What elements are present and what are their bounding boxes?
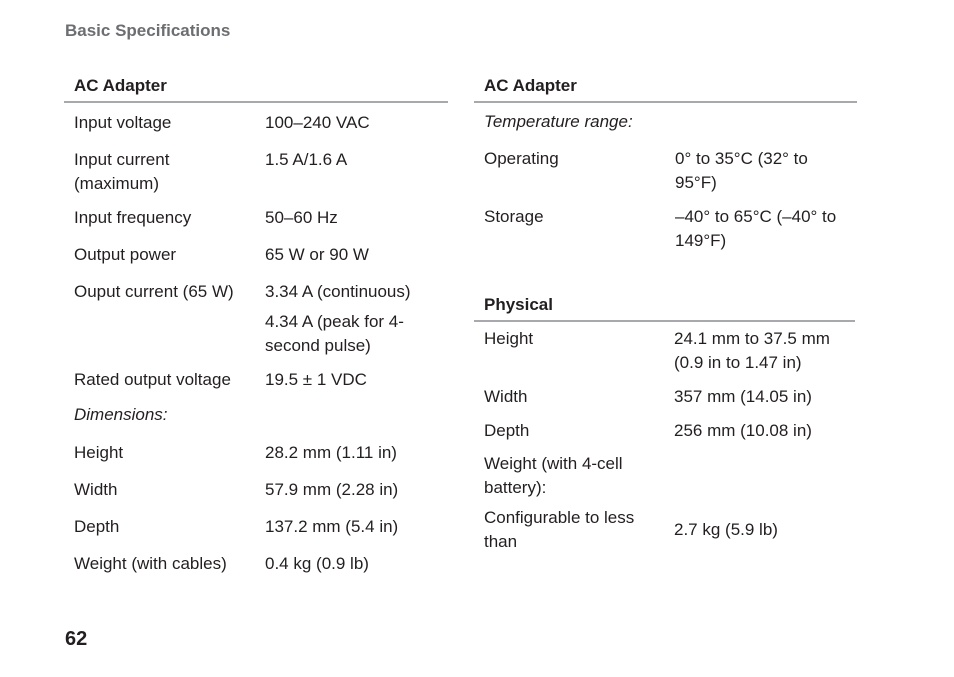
spec-label: Rated output voltage — [74, 370, 231, 389]
spec-value: 137.2 mm (5.4 in) — [265, 517, 399, 536]
spec-row-operating — [474, 147, 857, 195]
spec-value: 1.5 A/1.6 A — [265, 150, 348, 169]
physical-spec-table — [474, 293, 857, 554]
spec-label: Output power — [74, 245, 177, 264]
spec-row-width — [474, 385, 857, 409]
spec-value: 65 W or 90 W — [265, 245, 369, 264]
page-number: 62 — [65, 628, 88, 650]
spec-value: 24.1 mm to 37.5 mm (0.9 in to 1.47 in) — [674, 329, 830, 372]
spec-subheading: Dimensions: — [74, 405, 168, 424]
spec-label: Configurable to less than — [484, 508, 635, 551]
spec-label: Height — [74, 443, 124, 462]
spec-row-weight — [64, 552, 448, 576]
spec-row-depth — [474, 419, 857, 443]
spec-value: 0° to 35°C (32° to 95°F) — [675, 149, 808, 192]
spec-value: 28.2 mm (1.11 in) — [265, 443, 397, 462]
spec-label: Ouput current (65 W) — [74, 282, 234, 301]
spec-value: 50–60 Hz — [265, 208, 338, 227]
spec-value-group — [265, 280, 448, 358]
spec-label: Width — [74, 480, 118, 499]
spec-row-height — [474, 327, 857, 375]
table-title: Physical — [474, 293, 855, 322]
spec-value: 57.9 mm (2.28 in) — [265, 480, 399, 499]
spec-label: Input frequency — [74, 208, 192, 227]
ac-adapter-spec-table-right — [474, 74, 857, 554]
spec-value: 4.34 A (peak for 4-second pulse) — [265, 312, 404, 355]
spec-label: Operating — [484, 149, 559, 168]
spec-value: –40° to 65°C (–40° to 149°F) — [675, 207, 837, 250]
spec-label: Input current (maximum) — [74, 150, 170, 193]
spec-label: Weight (with cables) — [74, 554, 227, 573]
spec-row-output-current — [64, 280, 448, 358]
spec-row-temperature-range — [474, 110, 857, 134]
spec-row-input-frequency — [64, 206, 448, 230]
table-title: AC Adapter — [64, 74, 448, 103]
spec-row-input-voltage — [64, 111, 448, 135]
spec-value: 357 mm (14.05 in) — [674, 387, 812, 406]
spec-row-depth — [64, 515, 448, 539]
spec-row-output-power — [64, 243, 448, 267]
spec-value: 256 mm (10.08 in) — [674, 421, 812, 440]
spec-label: Depth — [74, 517, 120, 536]
spec-label: Weight (with 4-cell battery): — [484, 454, 623, 497]
spec-subheading: Temperature range: — [484, 112, 633, 131]
spec-row-rated-output-voltage — [64, 368, 448, 392]
spec-value: 0.4 kg (0.9 lb) — [265, 554, 369, 573]
spec-row-height — [64, 441, 448, 465]
spec-value: 19.5 ± 1 VDC — [265, 370, 367, 389]
spec-row-storage — [474, 205, 857, 253]
spec-label: Input voltage — [74, 113, 172, 132]
table-title: AC Adapter — [474, 74, 857, 103]
spec-row-dimensions — [64, 403, 448, 427]
spec-row-input-current — [64, 148, 448, 196]
ac-adapter-spec-table-left — [64, 74, 448, 576]
spec-value: 3.34 A (continuous) — [265, 282, 411, 301]
section-header: Basic Specifications — [65, 21, 231, 40]
spec-value: 2.7 kg (5.9 lb) — [674, 520, 778, 539]
spec-label: Depth — [484, 421, 530, 440]
spec-label: Height — [484, 329, 534, 348]
spec-row-configurable — [474, 506, 857, 554]
spec-label: Width — [484, 387, 528, 406]
spec-value: 100–240 VAC — [265, 113, 370, 132]
spec-row-weight — [474, 452, 857, 500]
spec-label: Storage — [484, 207, 544, 226]
spec-row-width — [64, 478, 448, 502]
